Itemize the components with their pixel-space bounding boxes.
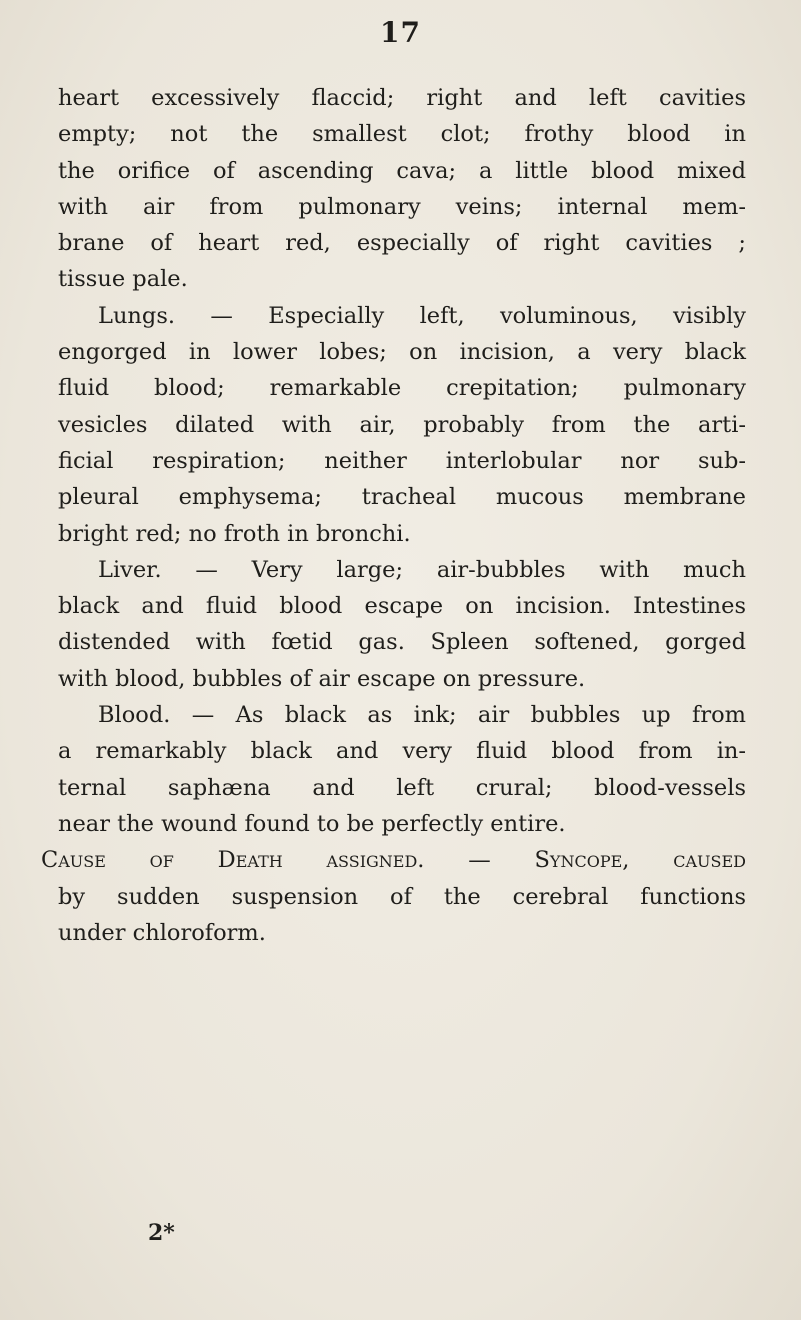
section-heading-line: Cause of Death assigned. — Syncope, caused — [41, 847, 746, 874]
text-line: tissue pale. — [58, 266, 188, 293]
page-number: 17 — [380, 16, 421, 49]
text-line: engorged in lower lobes; on incision, a very black — [58, 339, 746, 366]
body-text — [41, 80, 746, 951]
text-line: by sudden suspension of the cerebral functions — [58, 883, 746, 910]
text-line: empty; not the smallest clot; frothy blood in — [58, 121, 746, 148]
text-line: with blood, bubbles of air escape on pressure. — [58, 665, 586, 692]
text-line: near the wound found to be perfectly entire. — [58, 810, 566, 837]
text-line: Lungs. — Especially left, voluminous, visibly — [98, 302, 746, 329]
text-line: vesicles dilated with air, probably from the arti- — [58, 411, 746, 438]
text-line: heart excessively flaccid; right and left cavities — [58, 85, 746, 111]
text-line: the orifice of ascending cava; a little blood mixed — [58, 157, 746, 184]
text-line: bright red; no froth in bronchi. — [58, 520, 411, 547]
text-line: under chloroform. — [58, 919, 266, 946]
text-line: pleural emphysema; tracheal mucous membrane — [58, 484, 746, 511]
text-line: ficial respiration; neither interlobular nor sub- — [58, 447, 746, 474]
text-line: with air from pulmonary veins; internal mem- — [58, 193, 746, 220]
text-line: ternal saphæna and left crural; blood-vessels — [58, 774, 746, 801]
text-line: a remarkably black and very fluid blood from in- — [58, 738, 746, 765]
text-line: Blood. — As black as ink; air bubbles up from — [98, 702, 746, 729]
text-line: fluid blood; remarkable crepitation; pulmonary — [58, 375, 746, 402]
signature-mark: 2* — [148, 1220, 175, 1246]
text-line: distended with fœtid gas. Spleen softened, gorged — [58, 629, 746, 656]
text-line: brane of heart red, especially of right cavities ; — [58, 230, 746, 257]
text-line: Liver. — Very large; air-bubbles with much — [98, 556, 746, 583]
text-line: black and fluid blood escape on incision. Intestines — [58, 593, 746, 620]
